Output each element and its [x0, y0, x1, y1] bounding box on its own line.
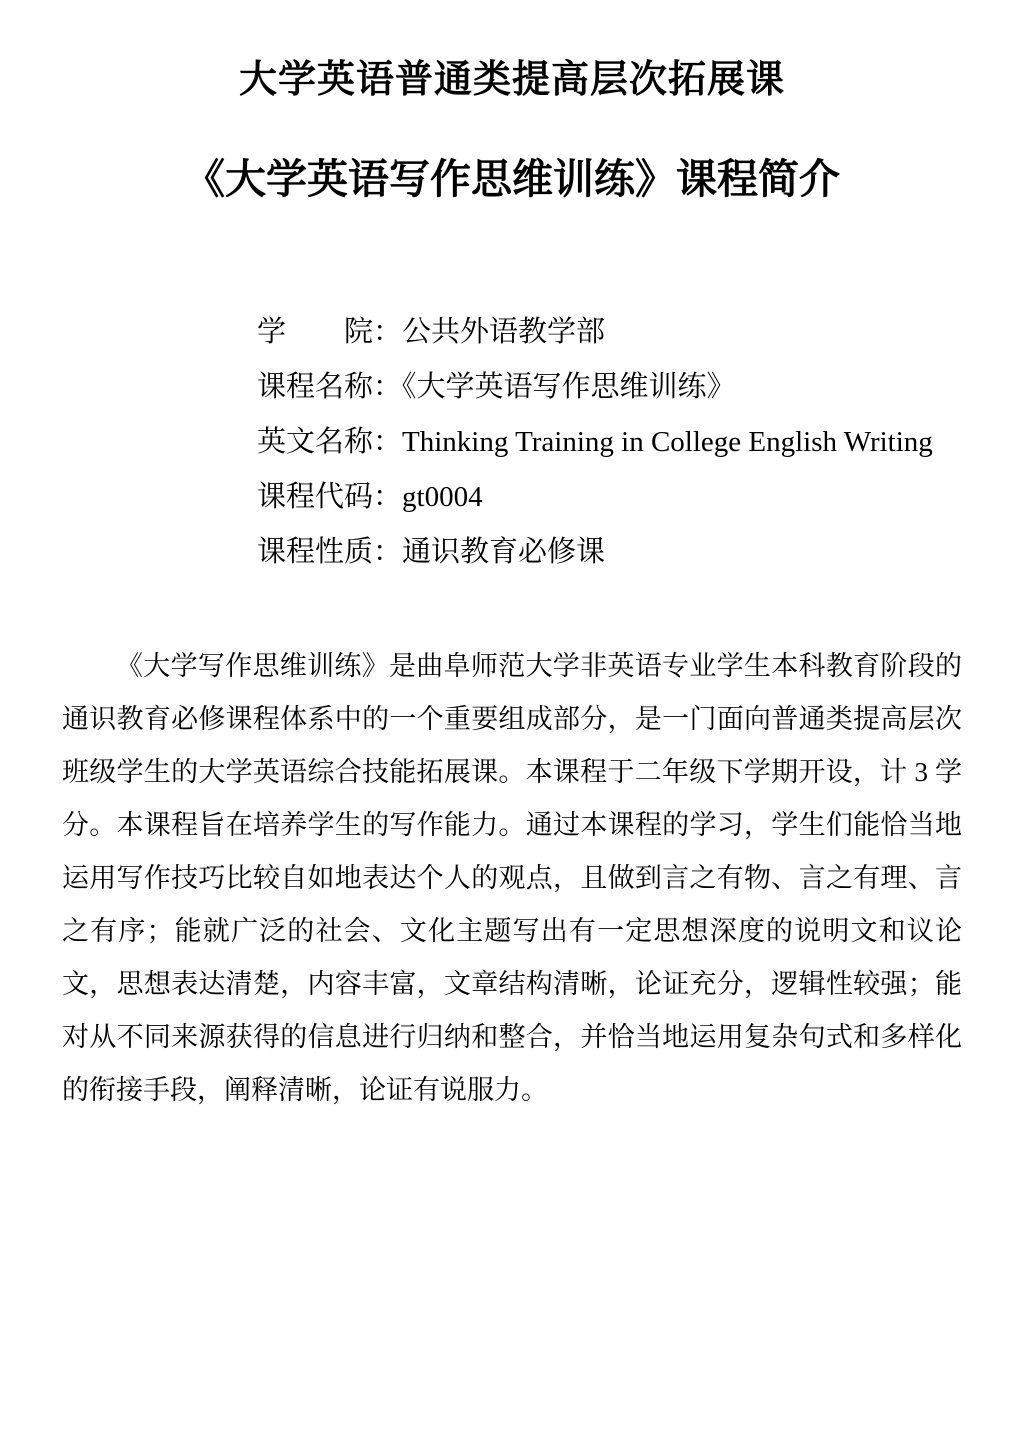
course-info-row-course-code: [257, 470, 1024, 525]
info-value-course-code: gt0004: [402, 480, 483, 513]
info-label-english-name: 英文名称：: [257, 425, 403, 458]
course-info-row-college: [257, 305, 1024, 360]
info-label-course-name: 课程名称：: [257, 370, 403, 403]
info-label-course-code: 课程代码：: [257, 480, 403, 513]
info-label-course-type: 课程性质：: [257, 535, 403, 568]
info-value-course-name: 《大学英语写作思维训练》: [402, 370, 736, 403]
course-description-paragraph: 《大学写作思维训练》是曲阜师范大学非英语专业学生本科教育阶段的通识教育必修课程体系中的一个重要组成部分，是一门面向普通类提高层次班级学生的大学英语综合技能拓展课。本课程于二年级下学期开设，计 3 学分。本课程旨在培养学生的写作能力。通过本课程的学习，学生们能恰当地运用写作技巧比较自如地表达个人的观点，且做到言之有物、言之有理、言之有序；能就广泛的社会、文化主题写出有一定思想深度的说明文和议论文，思想表达清楚，内容丰富，文章结构清晰，论证充分，逻辑性较强；能对从不同来源获得的信息进行归纳和整合，并恰当地运用复杂句式和多样化的衔接手段，阐释清晰，论证有说服力。: [62, 650, 962, 1105]
course-info-row-course-name: [257, 360, 1024, 415]
course-info-block: [257, 305, 1024, 580]
course-info-row-english-name: [257, 415, 1024, 470]
course-info-row-course-type: [257, 525, 1024, 580]
info-label-college: 学 院：: [257, 315, 403, 348]
info-value-english-name: Thinking Training in College English Writing: [402, 425, 933, 458]
document-title-line2: 《大学英语写作思维训练》课程简介: [184, 155, 840, 202]
info-value-course-type: 通识教育必修课: [402, 535, 606, 568]
document-title-line1: 大学英语普通类提高层次拓展课: [238, 59, 785, 101]
info-value-college: 公共外语教学部: [402, 315, 606, 348]
